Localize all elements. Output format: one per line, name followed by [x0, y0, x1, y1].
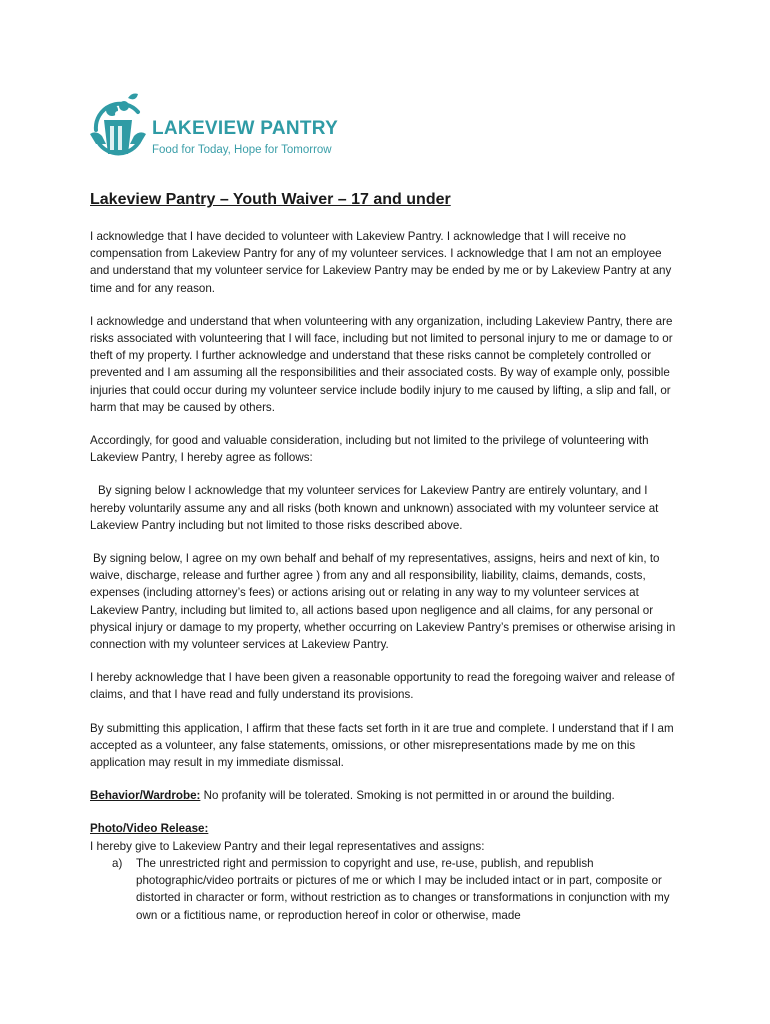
paragraph-voluntary: By signing below I acknowledge that my volunteer services for Lakeview Pantry are entirely voluntary, and I hereby voluntarily assume any and all risks (both known and unknown) associated with my volunteer service at Lakeview Pantry including but not limited to those risks described above.: [90, 484, 659, 532]
behavior-text: No profanity will be tolerated. Smoking is not permitted in or around the building.: [200, 789, 615, 803]
logo-name: LAKEVIEW PANTRY: [152, 118, 339, 139]
photo-release-intro: I hereby give to Lakeview Pantry and their legal representatives and assigns:: [90, 839, 485, 853]
list-text: The unrestricted right and permission to copyright and use, re-use, publish, and republish photographic/video portraits or pictures of me or which I may be included intact or in part, composite or distorted in character or form, without restriction as to changes or transformations in conjunction with my own or a fictitious name, or reproduction hereof in color or otherwise, made: [136, 856, 670, 922]
list-marker: a): [112, 856, 123, 870]
document-title: Lakeview Pantry – Youth Waiver – 17 and under: [90, 191, 451, 208]
logo-tagline: Food for Today, Hope for Tomorrow: [152, 144, 332, 156]
photo-release-list: [90, 855, 682, 924]
paragraph-opportunity: I hereby acknowledge that I have been given a reasonable opportunity to read the foregoing waiver and release of claims, and that I have read and fully understand its provisions.: [90, 671, 675, 702]
photo-release-section: [90, 820, 682, 923]
paragraph-risks: I acknowledge and understand that when volunteering with any organization, including Lakeview Pantry, there are risks associated with volunteering that I will face, including but not limited to personal injury to me or damage to or theft of my property. I further acknowledge and understand that these risks cannot be completely controlled or prevented and I am assuming all the responsibilities and their associated costs. By way of example only, possible injuries that could occur during my volunteer service include bodily injury to me caused by lifting, a slip and fall, or harm that may be caused by others.: [90, 314, 673, 414]
paragraph-release: By signing below, I agree on my own behalf and behalf of my representatives, assigns, heirs and next of kin, to waive, discharge, release and further agree ) from any and all responsibility, liability, claims, demands, costs, expenses (including attorney’s fees) or actions arising out or relating in any way to my volunteer services at Lakeview Pantry, including but limited to, all actions based upon negligence and all claims, for any personal or physical injury or damage to my property, whether occurring on Lakeview Pantry’s premises or otherwise arising in connection with my volunteer services at Lakeview Pantry.: [90, 552, 676, 652]
pantry-logo-icon: [88, 90, 150, 170]
behavior-label: Behavior/Wardrobe:: [90, 789, 201, 803]
paragraph-affirm: By submitting this application, I affirm that these facts set forth in it are true and complete. I understand that if I am accepted as a volunteer, any false statements, omissions, or other misrepresentations made by me on this application may result in my immediate dismissal.: [90, 721, 674, 770]
paragraph-acknowledge: I acknowledge that I have decided to volunteer with Lakeview Pantry. I acknowledge that I will receive no compensation from Lakeview Pantry for any of my volunteer services. I acknowledge that I am not an employee and understand that my volunteer service for Lakeview Pantry may be ended by me or by Lakeview Pantry at any time and for any reason.: [90, 230, 672, 295]
list-item: [90, 855, 682, 924]
waiver-document: [90, 190, 682, 924]
behavior-wardrobe: [90, 787, 682, 804]
photo-release-heading: [90, 820, 682, 837]
logo: [88, 90, 358, 170]
paragraph-consideration: Accordingly, for good and valuable consideration, including but not limited to the privilege of volunteering with Lakeview Pantry, I hereby agree as follows:: [90, 434, 649, 465]
photo-release-label: Photo/Video Release:: [90, 822, 209, 836]
